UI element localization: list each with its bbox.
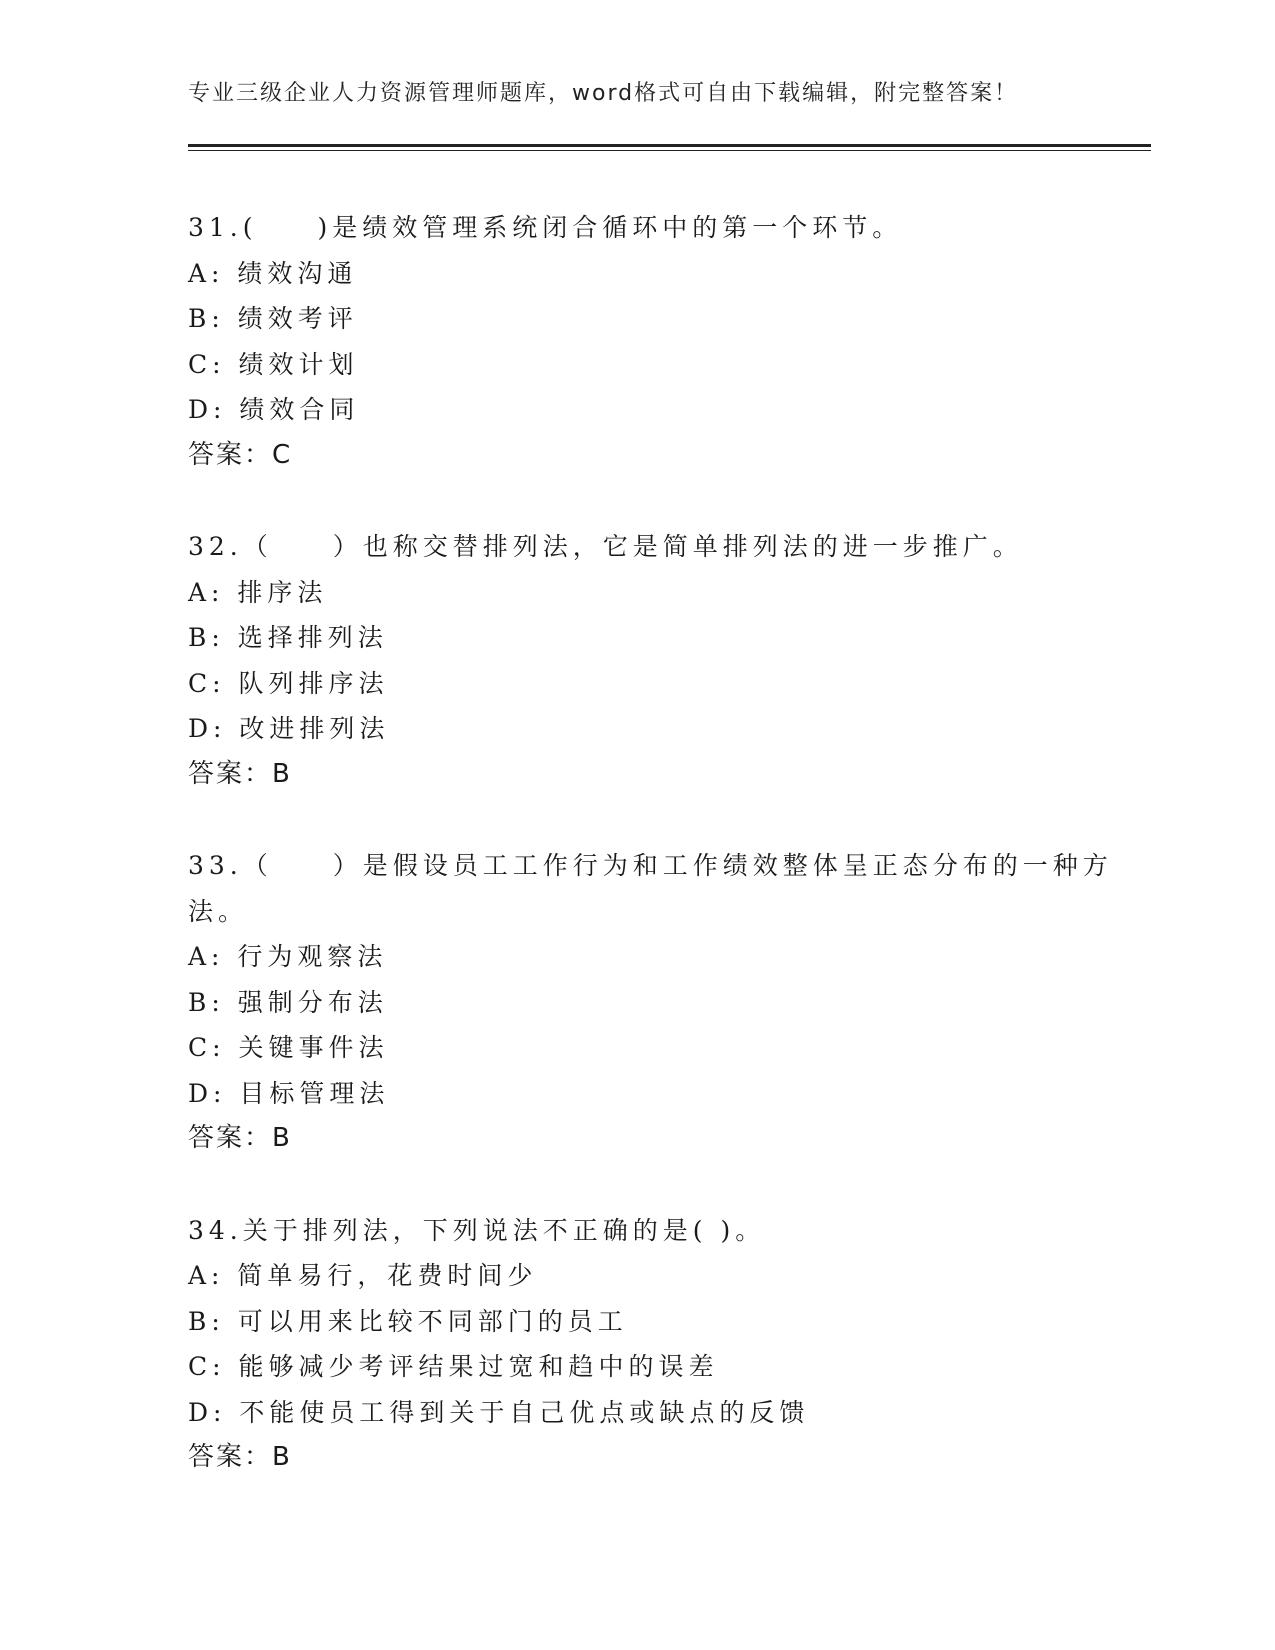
question-stem: 31.( )是绩效管理系统闭合循环中的第一个环节。 [188, 213, 903, 242]
option-a: A: 绩效沟通 [188, 258, 358, 288]
answer-line: 答案：B [188, 758, 292, 789]
question-list [188, 205, 1113, 1527]
option-a: A: 行为观察法 [188, 942, 388, 971]
option-b: B: 强制分布法 [188, 987, 388, 1017]
question-33 [188, 843, 1113, 1162]
option-c: C: 能够减少考评结果过宽和趋中的误差 [188, 1352, 719, 1381]
option-d: D: 目标管理法 [188, 1078, 390, 1108]
question-34 [188, 1208, 1088, 1481]
question-32 [188, 524, 1088, 797]
option-c: C: 队列排序法 [188, 668, 389, 698]
question-stem: 32.（ ）也称交替排列法，它是简单排列法的进一步推广。 [188, 532, 1023, 561]
option-c: C: 关键事件法 [188, 1033, 389, 1062]
option-b: B: 可以用来比较不同部门的员工 [188, 1306, 628, 1336]
question-stem: 33.（ ）是假设员工工作行为和工作绩效整体呈正态分布的一种方 [188, 851, 1113, 880]
page-header: 专业三级企业人力资源管理师题库，word格式可自由下载编辑，附完整答案！ [188, 81, 1019, 106]
option-c: C: 绩效计划 [188, 349, 359, 379]
option-b: B: 选择排列法 [188, 623, 388, 652]
answer-line: 答案：B [188, 1442, 292, 1472]
option-d: D: 不能使员工得到关于自己优点或缺点的反馈 [188, 1397, 810, 1427]
option-a: A: 简单易行，花费时间少 [188, 1261, 538, 1290]
header-rule-thin [188, 150, 1151, 151]
question-stem: 34.关于排列法，下列说法不正确的是( )。 [188, 1215, 766, 1245]
option-d: D: 绩效合同 [188, 395, 360, 424]
header-rule-thick [188, 144, 1151, 147]
answer-line: 答案：C [188, 439, 293, 470]
option-a: A: 排序法 [188, 577, 328, 607]
answer-line: 答案：B [188, 1123, 292, 1153]
option-d: D: 改进排列法 [188, 714, 390, 743]
question-31 [188, 205, 1088, 478]
question-stem-continued: 法。 [188, 896, 249, 926]
option-b: B: 绩效考评 [188, 304, 358, 333]
